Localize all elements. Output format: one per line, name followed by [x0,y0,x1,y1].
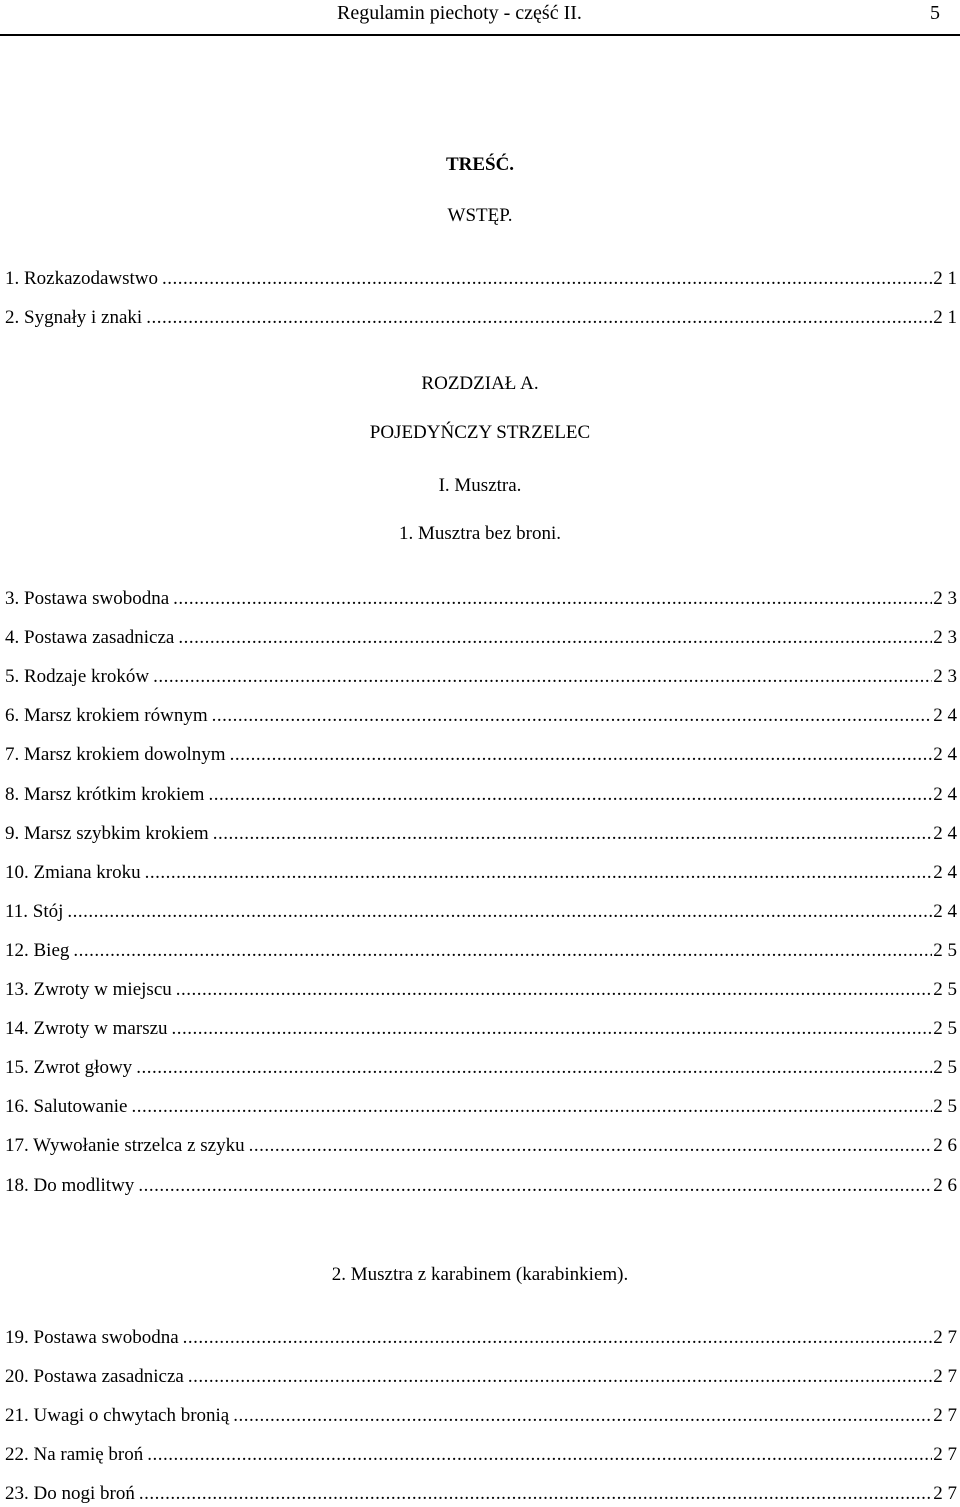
toc-entry-label: 22. Na ramię broń [5,1444,144,1465]
toc-entry-page: 2 4 [933,705,957,727]
toc-entry [5,664,957,690]
subsection-heading-1: 1. Musztra bez broni. [399,523,561,544]
toc-entry [5,1094,957,1120]
toc-entry-page: 2 3 [933,666,957,688]
toc-entry-page: 2 6 [933,1135,957,1157]
toc-leader-dots [173,586,932,612]
toc-entry-label: 15. Zwrot głowy [5,1057,133,1079]
toc-leader-dots [147,1442,932,1468]
toc-leader-dots [138,1173,932,1199]
toc-entry-label: 12. Bieg [5,939,70,961]
toc-entry-page: 2 4 [933,783,957,805]
toc-entry-label: 6. Marsz krokiem równym [5,705,208,727]
toc-leader-dots [146,305,932,331]
toc-entry [5,625,957,651]
toc-entry [5,1055,957,1081]
toc-entry-label: 10. Zmiana kroku [5,861,141,883]
page-number: 5 [930,2,940,24]
toc-leader-dots [73,938,932,964]
toc-entry-page: 2 7 [933,1444,957,1465]
contents-heading: TREŚĆ. [445,154,515,175]
toc-entry-label: 20. Postawa zasadnicza [5,1366,184,1387]
section-heading: I. Musztra. [438,475,522,496]
toc-entry [5,703,957,729]
toc-entry-page: 2 3 [933,588,957,609]
toc-entry-label: 1. Rozkazodawstwo [5,268,159,289]
toc-entry-label: 5. Rodzaje kroków [5,666,150,688]
toc-entry-page: 2 7 [933,1405,957,1426]
toc-entry-label: 8. Marsz krótkim krokiem [5,783,205,805]
toc-leader-dots [212,703,933,729]
toc-entry [5,266,957,292]
toc-leader-dots [249,1133,933,1159]
toc-entry-label: 19. Postawa swobodna [5,1327,179,1348]
toc-leader-dots [178,625,932,651]
toc-entry-page: 2 1 [933,268,957,289]
toc-entry [5,860,957,886]
toc-entry [5,1173,957,1199]
toc-leader-dots [183,1325,933,1351]
toc-entry [5,1481,957,1507]
toc-entry-label: 23. Do nogi broń [5,1483,135,1504]
toc-entry-label: 9. Marsz szybkim krokiem [5,822,209,844]
toc-leader-dots [188,1364,932,1390]
toc-leader-dots [139,1481,932,1507]
toc-entry-label: 18. Do modlitwy [5,1174,135,1196]
toc-entry-label: 11. Stój [5,900,64,922]
page-header [0,0,960,36]
subsection-heading-2: 2. Musztra z karabinem (karabinkiem). [331,1264,629,1285]
toc-entry-label: 2. Sygnały i znaki [5,307,143,328]
toc-entry-page: 2 5 [933,1057,957,1079]
toc-entry-label: 17. Wywołanie strzelca z szyku [5,1135,245,1157]
toc-entry [5,938,957,964]
chapter-subtitle: POJEDYŃCZY STRZELEC [369,422,591,443]
toc-leader-dots [136,1055,932,1081]
toc-entry [5,782,957,808]
toc-entry-label: 3. Postawa swobodna [5,588,170,609]
toc-entry [5,1325,957,1351]
intro-heading: WSTĘP. [447,205,513,226]
toc-entry-page: 2 5 [933,1018,957,1040]
toc-entry-page: 2 5 [933,1096,957,1118]
toc-entry-label: 4. Postawa zasadnicza [5,627,175,649]
toc-entry [5,305,957,331]
toc-entry [5,821,957,847]
toc-entry [5,1016,957,1042]
toc-entry [5,977,957,1003]
toc-entry-page: 2 7 [933,1366,957,1387]
toc-entry [5,1442,957,1468]
toc-leader-dots [176,977,932,1003]
chapter-heading: ROZDZIAŁ A. [421,373,539,394]
toc-entry-page: 2 7 [933,1327,957,1348]
toc-leader-dots [213,821,933,847]
toc-entry-page: 2 1 [933,307,957,328]
toc-leader-dots [162,266,932,292]
toc-leader-dots [208,782,932,808]
toc-entry-page: 2 4 [933,822,957,844]
toc-entry-page: 2 4 [933,744,957,766]
toc-entry-page: 2 3 [933,627,957,649]
toc-leader-dots [153,664,932,690]
toc-entry [5,1133,957,1159]
toc-entry-label: 7. Marsz krokiem dowolnym [5,744,226,766]
toc-entry [5,1403,957,1429]
toc-leader-dots [233,1403,932,1429]
toc-entry [5,742,957,768]
toc-leader-dots [172,1016,933,1042]
document-title: Regulamin piechoty - część II. [337,2,582,24]
toc-entry-label: 13. Zwroty w miejscu [5,979,172,1000]
toc-entry-label: 14. Zwroty w marszu [5,1018,168,1040]
toc-entry [5,1364,957,1390]
toc-leader-dots [230,742,933,768]
toc-leader-dots [131,1094,932,1120]
toc-entry-page: 2 4 [933,861,957,883]
toc-entry-page: 2 5 [933,979,957,1000]
toc-entry-page: 2 5 [933,939,957,961]
toc-entry-page: 2 6 [933,1174,957,1196]
toc-entry-label: 21. Uwagi o chwytach bronią [5,1405,230,1426]
toc-entry [5,586,957,612]
toc-entry-page: 2 7 [933,1483,957,1504]
toc-entry-label: 16. Salutowanie [5,1096,128,1118]
toc-leader-dots [145,860,933,886]
toc-leader-dots [67,899,932,925]
toc-entry-page: 2 4 [933,900,957,922]
toc-entry [5,899,957,925]
